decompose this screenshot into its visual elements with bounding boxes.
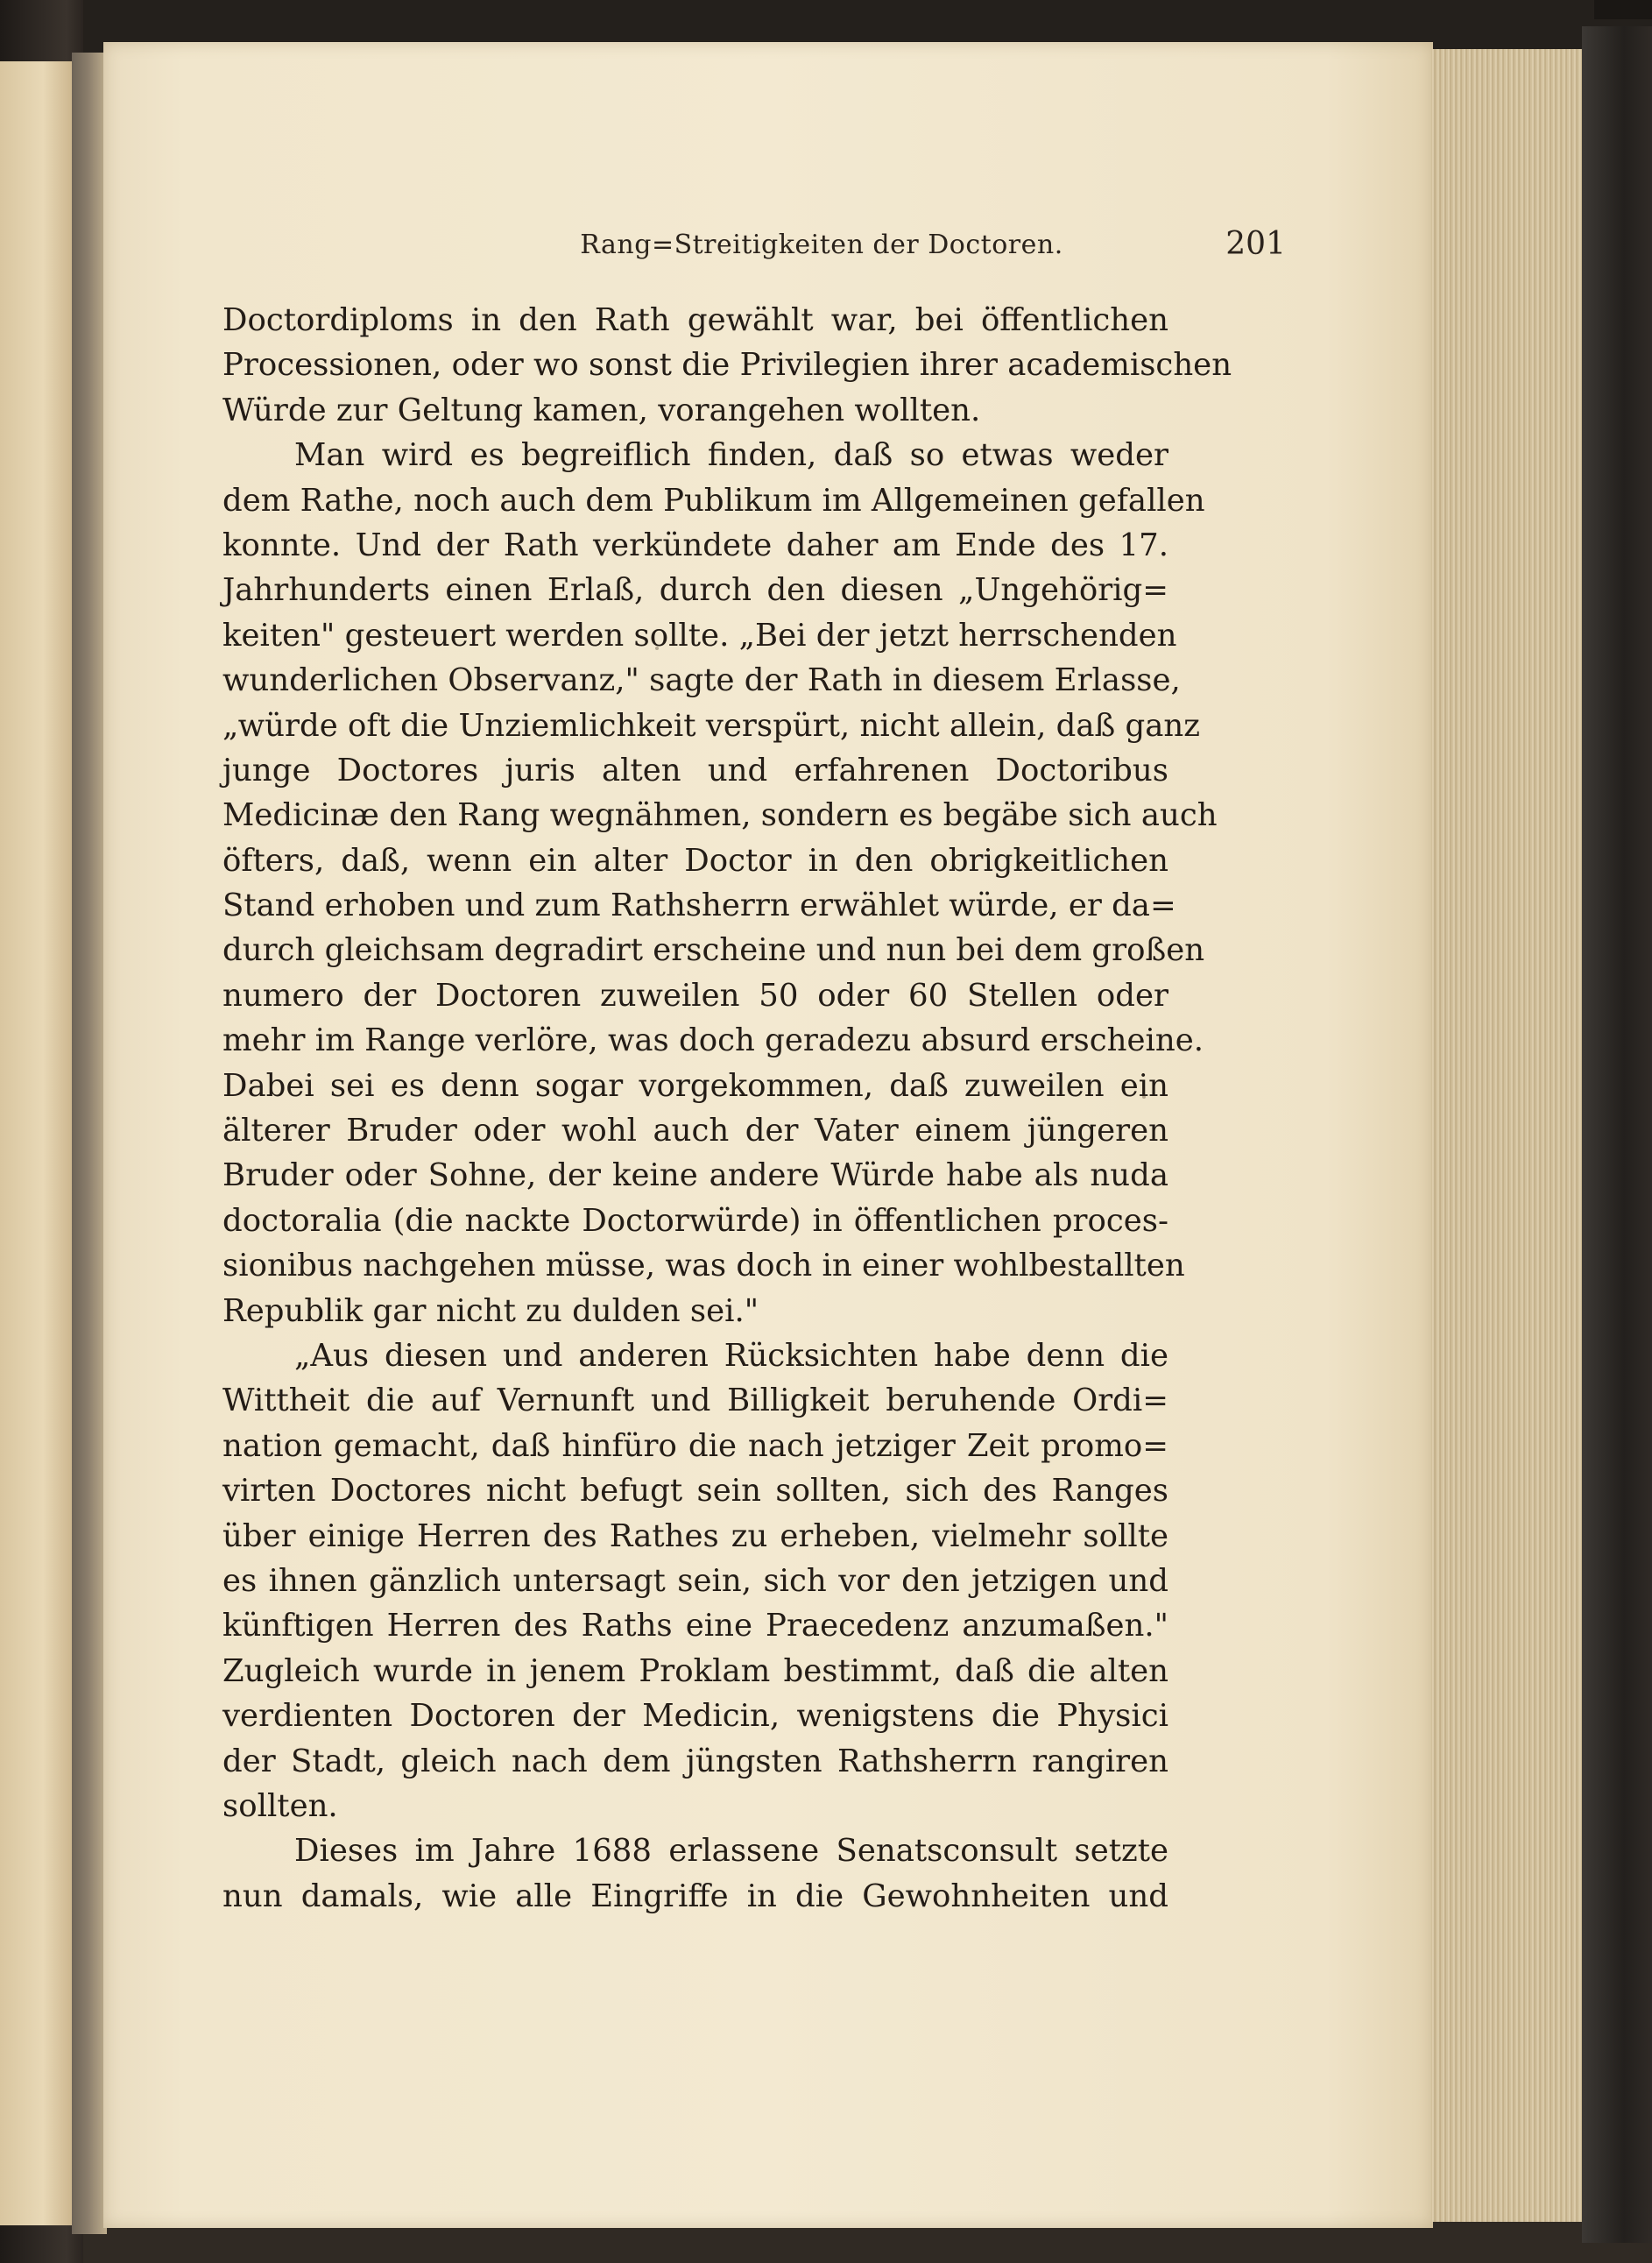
text-line: virten Doctores nicht befugt sein sollten, sich des Ranges (222, 1473, 1168, 1510)
text-line: junge Doctores juris alten und erfahrenen Doctoribus (222, 752, 1168, 789)
book-gutter (72, 53, 107, 2234)
previous-page-edge (0, 61, 74, 2225)
text-line: doctoralia (die nackte Doctorwürde) in öffentlichen proces- (222, 1202, 1168, 1239)
running-head (103, 217, 1433, 270)
text-line: sionibus nachgehen müsse, was doch in einer wohlbestallten (222, 1248, 1185, 1284)
text-line: „würde oft die Unziemlichkeit verspürt, nicht allein, daß ganz (222, 707, 1200, 744)
text-line: Doctordiploms in den Rath gewählt war, bei öffentlichen (222, 302, 1168, 338)
text-line: numero der Doctoren zuweilen 50 oder 60 Stellen oder (222, 977, 1168, 1014)
text-line: Stand erhoben und zum Rathsherrn erwählet würde, er da= (222, 888, 1176, 924)
text-line: Bruder oder Sohne, der keine andere Würde habe als nuda (222, 1157, 1168, 1194)
text-line: Republik gar nicht zu dulden sei." (222, 1292, 759, 1329)
text-line: durch gleichsam degradirt erscheine und nun bei dem großen (222, 932, 1205, 969)
text-line: nation gemacht, daß hinfüro die nach jetziger Zeit promo= (222, 1427, 1168, 1464)
text-line: über einige Herren des Rathes zu erheben, vielmehr sollte (222, 1517, 1168, 1554)
text-line: nun damals, wie alle Eingriffe in die Gewohnheiten und (222, 1878, 1168, 1914)
right-cover (1582, 26, 1652, 2243)
text-line: Medicinæ den Rang wegnähmen, sondern es begäbe sich auch (222, 797, 1218, 834)
running-title: Rang=Streitigkeiten der Doctoren. (580, 230, 1063, 260)
text-line: dem Rathe, noch auch dem Publikum im Allgemeinen gefallen (222, 482, 1205, 519)
text-line: mehr im Range verlöre, was doch geradezu absurd erscheine. (222, 1022, 1204, 1059)
text-line: Processionen, oder wo sonst die Privilegien ihrer academischen (222, 347, 1232, 384)
text-line: Zugleich wurde in jenem Proklam bestimmt, daß die alten (222, 1652, 1168, 1689)
text-line: keiten" gesteuert werden sollte. „Bei der jetzt herrschenden (222, 617, 1177, 654)
text-line: Jahrhunderts einen Erlaß, durch den diesen „Ungehörig= (222, 572, 1168, 609)
text-line: konnte. Und der Rath verkündete daher am Ende des 17. (222, 527, 1168, 563)
text-line: sollten. (222, 1787, 338, 1824)
text-line: Würde zur Geltung kamen, vorangehen wollten. (222, 392, 981, 428)
body-text (222, 298, 1232, 1919)
text-line: Dabei sei es denn sogar vorgekommen, daß zuweilen ein (222, 1067, 1168, 1104)
text-line: „Aus diesen und anderen Rücksichten habe denn die (294, 1337, 1168, 1374)
cover-edge-top (1594, 0, 1652, 19)
text-line: es ihnen gänzlich untersagt sein, sich vor den jetzigen und (222, 1562, 1168, 1599)
text-line: künftigen Herren des Raths eine Praecedenz anzumaßen." (222, 1608, 1168, 1644)
text-line: Dieses im Jahre 1688 erlassene Senatsconsult setzte (294, 1833, 1168, 1870)
text-line: älterer Bruder oder wohl auch der Vater einem jüngeren (222, 1113, 1168, 1149)
print-speck (1142, 1095, 1146, 1099)
text-line: wunderlichen Observanz," sagte der Rath in diesem Erlasse, (222, 662, 1181, 699)
page-number: 201 (1225, 226, 1286, 262)
text-line: verdienten Doctoren der Medicin, wenigstens die Physici (222, 1698, 1168, 1735)
text-line: Wittheit die auf Vernunft und Billigkeit beruhende Ordi= (222, 1383, 1168, 1419)
text-line: öfters, daß, wenn ein alter Doctor in den obrigkeitlichen (222, 842, 1168, 879)
text-line: der Stadt, gleich nach dem jüngsten Rathsherrn rangiren (222, 1743, 1168, 1779)
print-speck (655, 647, 659, 650)
text-line: Man wird es begreiflich finden, daß so etwas weder (294, 437, 1168, 474)
page-fore-edge (1431, 49, 1585, 2222)
